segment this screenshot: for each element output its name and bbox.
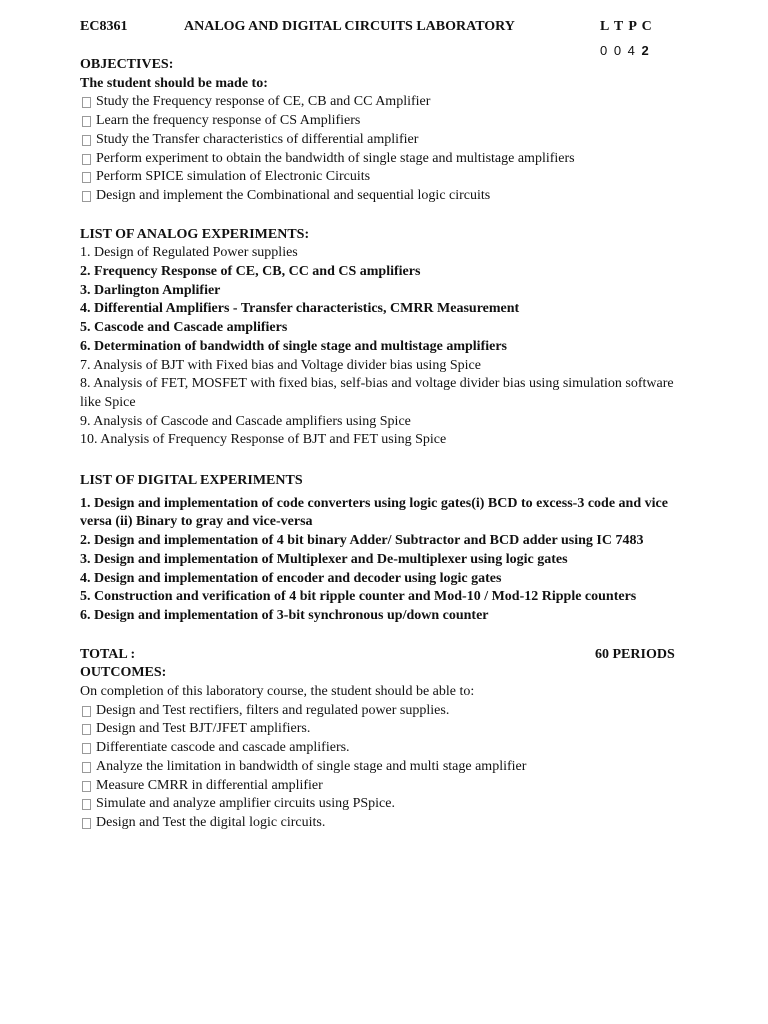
digital-item: 2. Design and implementation of 4 bit binary Adder/ Subtractor and BCD adder using IC 7483: [80, 533, 644, 549]
checkbox-glyph-icon: [82, 154, 91, 165]
digital-item: 5. Construction and verification of 4 bit ripple counter and Mod-10 / Mod-12 Ripple counters: [80, 589, 637, 605]
checkbox-glyph-icon: [82, 191, 91, 202]
total-label: TOTAL :: [80, 646, 136, 662]
digital-item: 3. Design and implementation of Multiplexer and De-multiplexer using logic gates: [80, 551, 568, 567]
digital-item: 4. Design and implementation of encoder and decoder using logic gates: [80, 570, 502, 586]
checkbox-glyph-icon: [82, 799, 91, 810]
analog-item: 9. Analysis of Cascode and Cascade amplifiers using Spice: [80, 413, 411, 429]
outcome-item: Design and Test the digital logic circuits.: [80, 814, 680, 833]
course-code: EC8361: [80, 19, 128, 34]
analog-item: 5. Cascode and Cascade amplifiers: [80, 320, 288, 336]
objective-item: Study the Transfer characteristics of differential amplifier: [80, 131, 680, 150]
checkbox-glyph-icon: [82, 706, 91, 717]
checkbox-glyph-icon: [82, 724, 91, 735]
outcome-item: Design and Test BJT/JFET amplifiers.: [80, 720, 680, 739]
analog-item: 4. Differential Amplifiers - Transfer characteristics, CMRR Measurement: [80, 301, 520, 317]
objectives-section: [80, 56, 680, 206]
checkbox-glyph-icon: [82, 116, 91, 127]
digital-item: 1. Design and implementation of code converters using logic gates(i) BCD to excess-3 code and vice versa (ii) Binary to gray and vice-versa: [80, 495, 668, 530]
digital-item: 6. Design and implementation of 3-bit synchronous up/down counter: [80, 607, 489, 623]
digital-experiments-section: [80, 472, 680, 626]
objectives-intro: The student should be made to:: [80, 75, 268, 91]
objective-item: Learn the frequency response of CS Amplifiers: [80, 112, 680, 131]
outcome-item: Differentiate cascode and cascade amplifiers.: [80, 739, 680, 758]
checkbox-glyph-icon: [82, 97, 91, 108]
analog-item: 10. Analysis of Frequency Response of BJT and FET using Spice: [80, 432, 447, 448]
objective-item: Study the Frequency response of CE, CB and CC Amplifier: [80, 93, 680, 112]
objective-item: Design and implement the Combinational and sequential logic circuits: [80, 187, 680, 206]
checkbox-glyph-icon: [82, 743, 91, 754]
outcomes-intro: On completion of this laboratory course, the student should be able to:: [80, 684, 475, 700]
ltpc-values-plain: 0 0 4: [600, 43, 642, 58]
analog-item: 2. Frequency Response of CE, CB, CC and CS amplifiers: [80, 264, 421, 280]
outcomes-heading: OUTCOMES:: [80, 665, 167, 681]
ltpc-credits: 2: [641, 43, 651, 58]
analog-experiments-section: [80, 226, 680, 450]
analog-item: 7. Analysis of BJT with Fixed bias and Voltage divider bias using Spice: [80, 357, 481, 373]
objective-item: Perform experiment to obtain the bandwidth of single stage and multistage amplifiers: [80, 150, 680, 169]
course-title: ANALOG AND DIGITAL CIRCUITS LABORATORY: [184, 19, 515, 34]
outcome-item: Measure CMRR in differential amplifier: [80, 777, 680, 796]
outcome-item: Design and Test rectifiers, filters and regulated power supplies.: [80, 702, 680, 721]
digital-heading: LIST OF DIGITAL EXPERIMENTS: [80, 473, 303, 489]
analog-item: 3. Darlington Amplifier: [80, 282, 221, 298]
objective-item: Perform SPICE simulation of Electronic Circuits: [80, 168, 680, 187]
outcome-item: Simulate and analyze amplifier circuits using PSpice.: [80, 795, 680, 814]
checkbox-glyph-icon: [82, 781, 91, 792]
outcome-item: Analyze the limitation in bandwidth of single stage and multi stage amplifier: [80, 758, 680, 777]
syllabus-page: [80, 18, 680, 833]
course-header: [80, 18, 680, 56]
objectives-heading: OBJECTIVES:: [80, 57, 174, 72]
analog-item: 6. Determination of bandwidth of single stage and multistage amplifiers: [80, 338, 507, 354]
checkbox-glyph-icon: [82, 818, 91, 829]
ltpc-values: [600, 42, 650, 61]
analog-heading: LIST OF ANALOG EXPERIMENTS:: [80, 226, 310, 242]
analog-item: 1. Design of Regulated Power supplies: [80, 245, 298, 261]
ltpc-label: L T P C: [600, 19, 653, 34]
analog-item: 8. Analysis of FET, MOSFET with fixed bias, self-bias and voltage divider bias using simulation software like Spice: [80, 376, 674, 410]
total-row: [80, 646, 680, 665]
checkbox-glyph-icon: [82, 135, 91, 146]
checkbox-glyph-icon: [82, 172, 91, 183]
total-periods: 60 PERIODS: [595, 646, 675, 662]
checkbox-glyph-icon: [82, 762, 91, 773]
outcomes-section: [80, 664, 680, 832]
